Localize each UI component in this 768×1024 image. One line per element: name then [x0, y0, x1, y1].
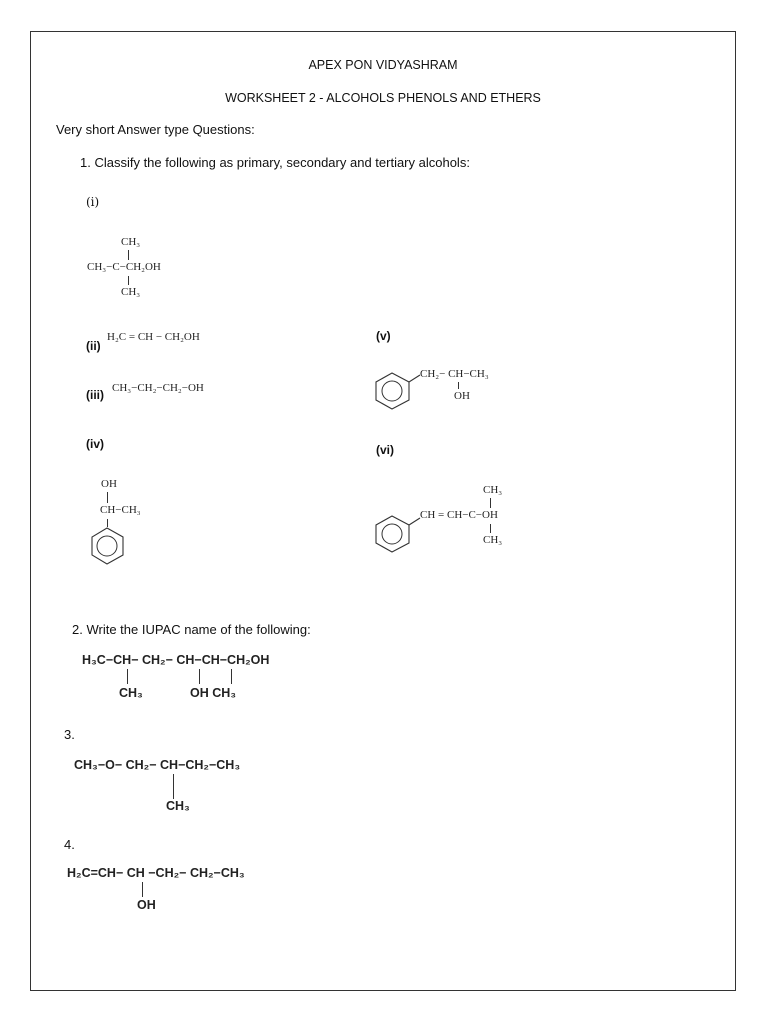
worksheet-title: WORKSHEET 2 - ALCOHOLS PHENOLS AND ETHERS [225, 91, 541, 105]
item-i-label: (i) [86, 195, 100, 209]
school-name: APEX PON VIDYASHRAM [308, 58, 458, 72]
item-i-bond-bottom [128, 276, 129, 285]
question-4-main-chain: H₂C=CH− CH −CH₂− CH₂−CH₃ [67, 866, 245, 880]
question-1-text: 1. Classify the following as primary, secondary and tertiary alcohols: [80, 155, 470, 170]
question-2-main-chain: H₃C−CH− CH₂− CH−CH−CH₂OH [82, 653, 270, 667]
question-3-number: 3. [64, 727, 75, 742]
item-iv-bond-top [107, 492, 108, 503]
question-2-bond-1 [127, 669, 128, 684]
question-2-substituent-1: CH₃ [119, 686, 143, 700]
question-3-main-chain: CH₃−O− CH₂− CH−CH₂−CH₃ [74, 758, 241, 772]
question-2-bond-2 [199, 669, 200, 684]
item-i-top-group: CH₃ [121, 236, 141, 248]
item-v-bond-bottom [458, 382, 459, 389]
item-iii-label: (iii) [86, 388, 104, 402]
item-ii-formula: H₂C = CH − CH₂OH [107, 331, 200, 343]
item-i-main-chain: CH₃−C−CH₂OH [87, 261, 161, 273]
item-vi-main-chain: CH = CH−C−OH [420, 509, 498, 521]
item-iv-top-group: OH [101, 478, 117, 490]
question-4-number: 4. [64, 837, 75, 852]
question-4-bond [142, 882, 143, 897]
question-2-bond-3 [231, 669, 232, 684]
item-vi-bond-bottom [490, 524, 491, 533]
question-3-bond [173, 774, 174, 799]
question-2-substituent-2: OH CH₃ [190, 686, 237, 700]
item-v-label: (v) [376, 329, 391, 343]
item-vi-bond-top [490, 498, 491, 508]
item-vi-top-group: CH₃ [483, 484, 503, 496]
section-title: Very short Answer type Questions: [56, 122, 255, 137]
item-iv-main-chain: CH−CH₃ [100, 504, 141, 516]
benzene-ring-icon [375, 372, 411, 410]
item-v-bottom-group: OH [454, 390, 470, 402]
question-4-substituent: OH [137, 898, 156, 912]
item-iv-label: (iv) [86, 437, 104, 451]
item-i-bottom-group: CH₃ [121, 286, 141, 298]
item-vi-label: (vi) [376, 443, 394, 457]
question-3-substituent: CH₃ [166, 799, 190, 813]
item-vi-bottom-group: CH₃ [483, 534, 503, 546]
question-2-text: 2. Write the IUPAC name of the following: [72, 622, 311, 637]
item-iv-bond-ring [107, 519, 108, 527]
item-v-main-chain: CH₂− CH−CH₃ [420, 368, 489, 380]
item-i-bond-top [128, 250, 129, 260]
item-ii-label: (ii) [86, 339, 101, 353]
benzene-ring-icon [375, 515, 411, 553]
item-iii-formula: CH₃−CH₂−CH₂−OH [112, 382, 204, 394]
benzene-ring-icon [91, 527, 125, 565]
